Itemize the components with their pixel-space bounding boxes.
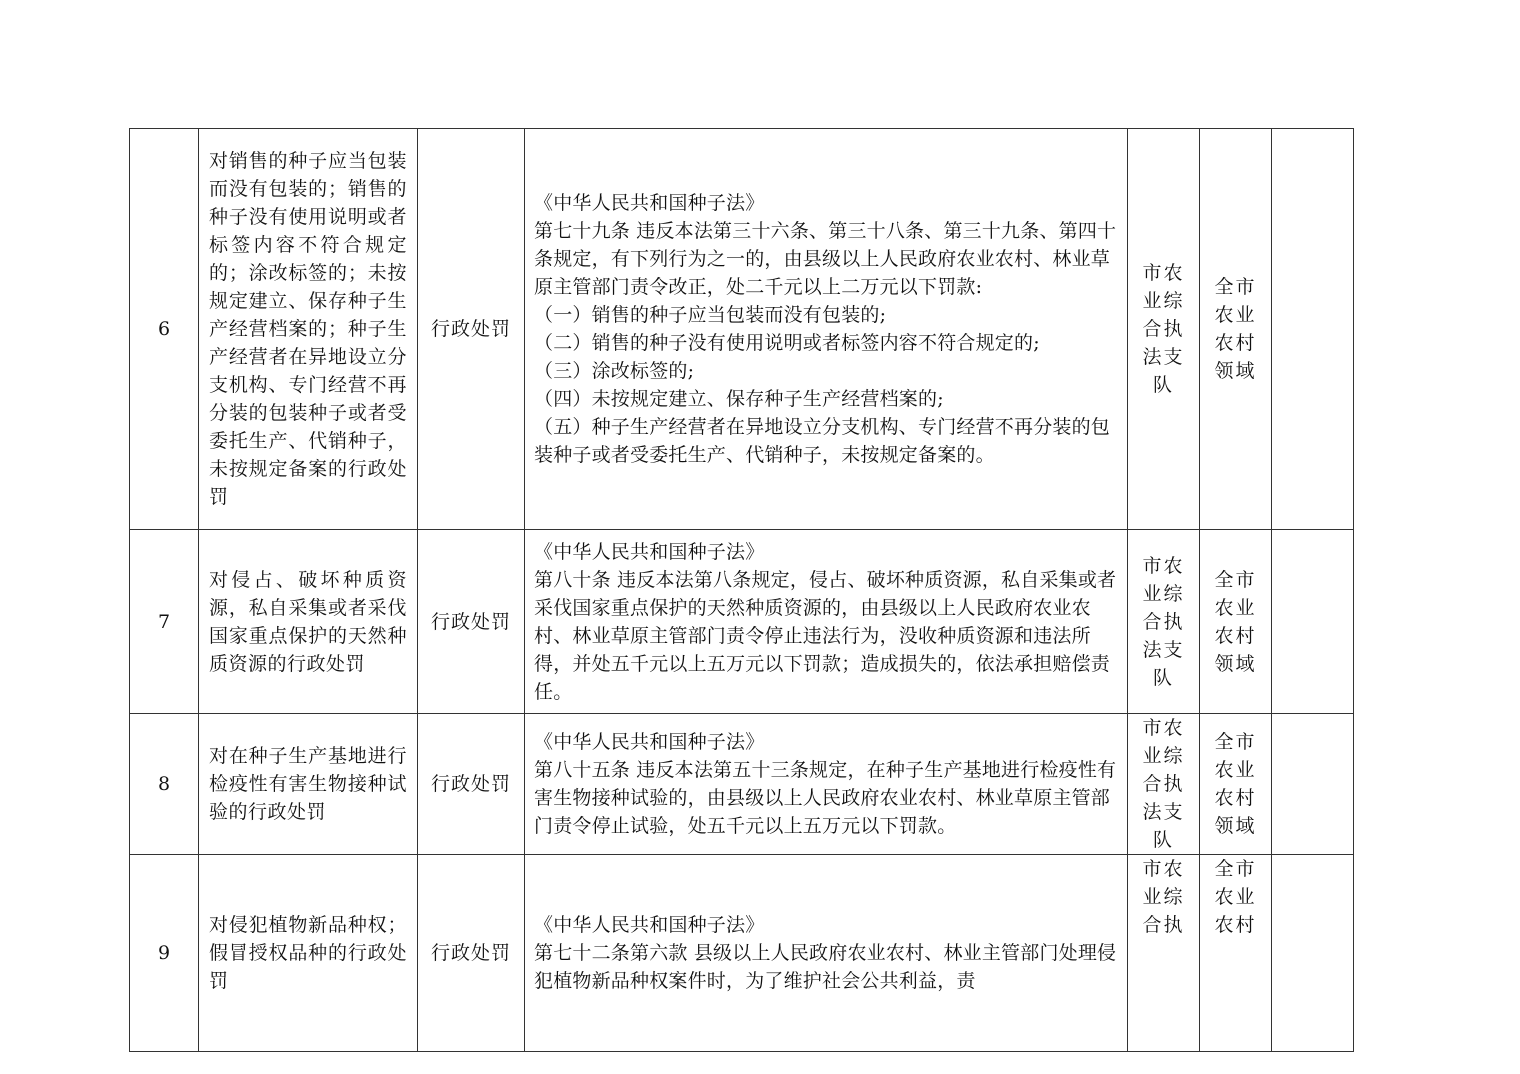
table-row <box>130 714 1354 855</box>
enforcement-subject: 市农业综合执法支队 <box>1128 530 1200 714</box>
row-number: 8 <box>130 714 199 855</box>
remark-cell <box>1272 530 1354 714</box>
enforcement-subject: 市农业综合执法支队 <box>1128 714 1200 855</box>
enforcement-scope: 全市农业农村领域 <box>1200 129 1272 530</box>
enforcement-scope: 全市农业农村领域 <box>1200 530 1272 714</box>
legal-basis: 《中华人民共和国种子法》 第八十条 违反本法第八条规定，侵占、破坏种质资源，私自采集或者采伐国家重点保护的天然种质资源的，由县级以上人民政府农业农村、林业草原主管部门责令停止违法行为，没收种质资源和违法所得，并处五千元以上五万元以下罚款；造成损失的，依法承担赔偿责任。 <box>525 530 1128 714</box>
remark-cell <box>1272 714 1354 855</box>
penalty-type: 行政处罚 <box>418 855 525 1052</box>
penalty-type: 行政处罚 <box>418 714 525 855</box>
penalty-item: 对侵占、破坏种质资源，私自采集或者采伐国家重点保护的天然种质资源的行政处罚 <box>199 530 418 714</box>
legal-basis: 《中华人民共和国种子法》 第八十五条 违反本法第五十三条规定，在种子生产基地进行检疫性有害生物接种试验的，由县级以上人民政府农业农村、林业草原主管部门责令停止试验，处五千元以上五万元以下罚款。 <box>525 714 1128 855</box>
table-row <box>130 855 1354 1052</box>
penalty-item: 对销售的种子应当包装而没有包装的；销售的种子没有使用说明或者标签内容不符合规定的；涂改标签的；未按规定建立、保存种子生产经营档案的；种子生产经营者在异地设立分支机构、专门经营不再分装的包装种子或者受委托生产、代销种子，未按规定备案的行政处罚 <box>199 129 418 530</box>
remark-cell <box>1272 855 1354 1052</box>
enforcement-subject-text: 市农业综合执 <box>1142 858 1185 936</box>
penalty-item: 对侵犯植物新品种权；假冒授权品种的行政处罚 <box>199 855 418 1052</box>
row-number: 6 <box>130 129 199 530</box>
legal-basis: 《中华人民共和国种子法》 第七十九条 违反本法第三十六条、第三十八条、第三十九条、第四十条规定，有下列行为之一的，由县级以上人民政府农业农村、林业草原主管部门责令改正，处二千元以上二万元以下罚款: （一）销售的种子应当包装而没有包装的; （二）销售的种子没有使用说明或者标签内容不符合规定的; （三）涂改标签的; （四）未按规定建立、保存种子生产经营档案的; （五）种子生产经营者在异地设立分支机构、专门经营不再分装的包装种子或者受委托生产、代销种子，未按规定备案的。 <box>525 129 1128 530</box>
legal-basis-text: 《中华人民共和国种子法》 第七十二条第六款 县级以上人民政府农业农村、林业主管部门处理侵犯植物新品种权案件时，为了维护社会公共利益，责 <box>534 914 1117 992</box>
row-number: 9 <box>130 855 199 1052</box>
enforcement-scope-text: 全市农业农村 <box>1214 858 1257 936</box>
enforcement-scope <box>1200 855 1272 1052</box>
penalty-type: 行政处罚 <box>418 129 525 530</box>
table-row <box>130 129 1354 530</box>
remark-cell <box>1272 129 1354 530</box>
penalty-item: 对在种子生产基地进行检疫性有害生物接种试验的行政处罚 <box>199 714 418 855</box>
enforcement-subject: 市农业综合执法支队 <box>1128 129 1200 530</box>
legal-basis <box>525 855 1128 1052</box>
table-row <box>130 530 1354 714</box>
document-table <box>129 128 1354 1052</box>
penalty-type: 行政处罚 <box>418 530 525 714</box>
enforcement-subject <box>1128 855 1200 1052</box>
row-number: 7 <box>130 530 199 714</box>
enforcement-scope: 全市农业农村领域 <box>1200 714 1272 855</box>
